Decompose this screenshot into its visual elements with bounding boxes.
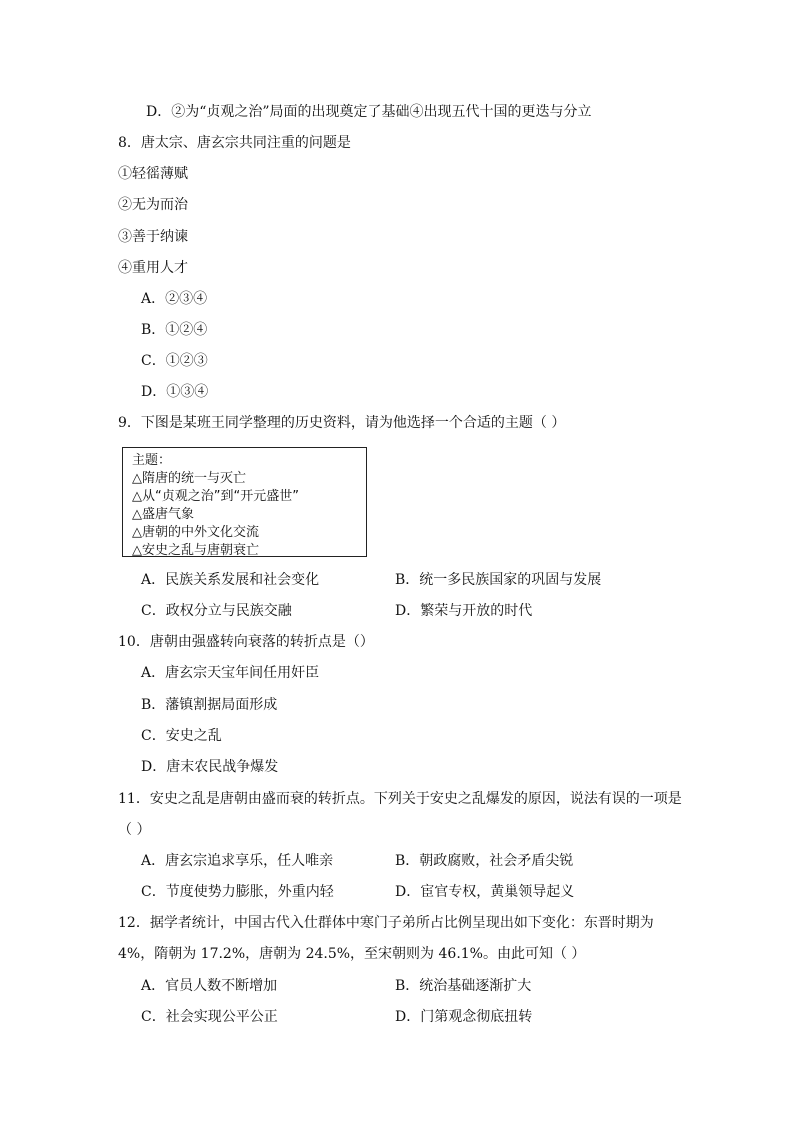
q10-option-c[interactable]: C．安史之乱: [141, 728, 222, 744]
q9-option-c[interactable]: C．政权分立与民族交融: [141, 603, 292, 619]
q9-topic-box: [122, 447, 367, 557]
q8-stem: 8．唐太宗、唐玄宗共同注重的问题是: [118, 135, 351, 151]
q7-option-d: D．②为“贞观之治”局面的出现奠定了基础④出现五代十国的更迭与分立: [146, 104, 592, 120]
q8-item-2: ②无为而治: [118, 197, 188, 213]
q9-option-a[interactable]: A．民族关系发展和社会变化: [141, 572, 320, 588]
q9-box-line-3: △盛唐气象: [132, 507, 194, 522]
q9-box-line-5: △安史之乱与唐朝衰亡: [132, 543, 259, 558]
q9-box-line-2: △从“贞观之治”到“开元盛世”: [132, 489, 299, 504]
q8-option-a[interactable]: A．②③④: [141, 291, 208, 307]
q9-box-title: 主题：: [132, 453, 172, 468]
q12-option-d[interactable]: D．门第观念彻底扭转: [395, 1009, 533, 1025]
q11-option-a[interactable]: A．唐玄宗追求享乐，任人唯亲: [141, 853, 334, 869]
q11-option-d[interactable]: D．宦官专权，黄巢领导起义: [395, 884, 575, 900]
q11-stem-line-2: （ ）: [118, 822, 151, 838]
q11-stem-line-1: 11．安史之乱是唐朝由盛而衰的转折点。下列关于安史之乱爆发的原因，说法有误的一项是: [118, 791, 682, 807]
q10-option-d[interactable]: D．唐末农民战争爆发: [141, 759, 279, 775]
q11-option-c[interactable]: C．节度使势力膨胀，外重内轻: [141, 884, 334, 900]
q10-stem: 10．唐朝由强盛转向衰落的转折点是（）: [118, 634, 374, 650]
q8-option-c[interactable]: C．①②③: [141, 353, 208, 369]
q9-stem: 9．下图是某班王同学整理的历史资料，请为他选择一个合适的主题（ ）: [118, 415, 566, 431]
q8-item-1: ①轻徭薄赋: [118, 166, 188, 182]
q12-option-b[interactable]: B．统治基础逐渐扩大: [395, 978, 532, 994]
q10-option-a[interactable]: A．唐玄宗天宝年间任用奸臣: [141, 665, 320, 681]
q10-option-b[interactable]: B．藩镇割据局面形成: [141, 697, 278, 713]
q8-option-b[interactable]: B．①②④: [141, 322, 208, 338]
q11-option-b[interactable]: B．朝政腐败，社会矛盾尖锐: [395, 853, 574, 869]
q12-option-c[interactable]: C．社会实现公平公正: [141, 1009, 278, 1025]
q9-box-line-4: △唐朝的中外文化交流: [132, 525, 259, 540]
q9-option-b[interactable]: B．统一多民族国家的巩固与发展: [395, 572, 602, 588]
q8-item-3: ③善于纳谏: [118, 229, 188, 245]
q12-option-a[interactable]: A．官员人数不断增加: [141, 978, 278, 994]
q9-box-line-1: △隋唐的统一与灭亡: [132, 471, 246, 486]
q12-stem-line-2: 4%，隋朝为 17.2%，唐朝为 24.5%，至宋朝则为 46.1%。由此可知（ ）: [118, 946, 586, 962]
q12-stem-line-1: 12．据学者统计，中国古代入仕群体中寒门子弟所占比例呈现出如下变化：东晋时期为: [118, 915, 654, 931]
q8-item-4: ④重用人才: [118, 260, 188, 276]
q8-option-d[interactable]: D．①③④: [141, 384, 209, 400]
q9-option-d[interactable]: D．繁荣与开放的时代: [395, 603, 533, 619]
